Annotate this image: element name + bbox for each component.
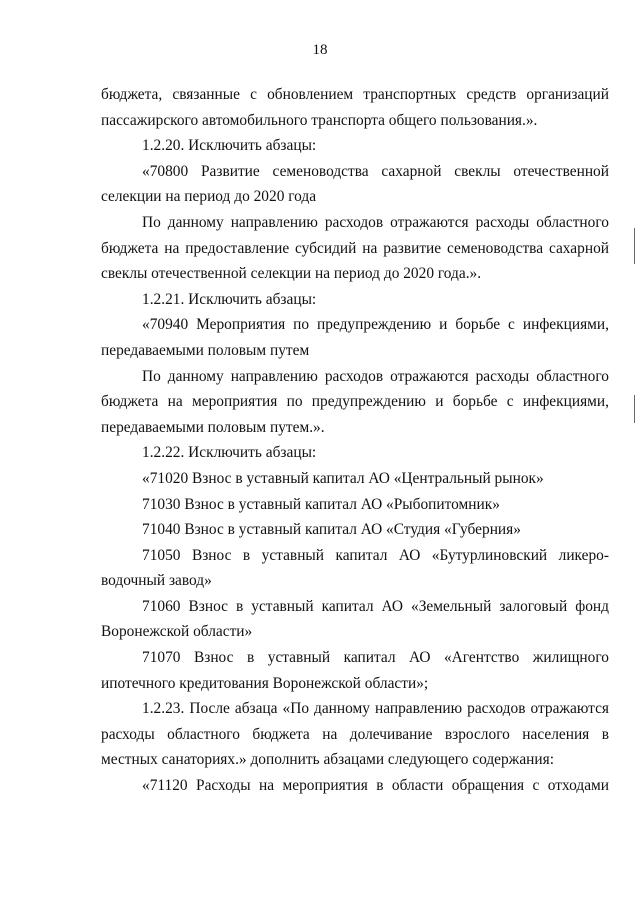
paragraph: «71020 Взнос в уставный капитал АО «Центральный рынок» [142,469,544,487]
paragraph: «71120 Расходы на мероприятия в области обращения с отходами [142,777,609,795]
paragraph: 1.2.20. Исключить абзацы: [142,137,317,155]
page-number: 18 [312,42,328,58]
paragraph: 1.2.23. После абзаца «По данному направлению расходов отражаются расходы областного бюджета на долечивание взрослого населения в местных санаториях.» дополнить абзацами следующего содержания: [101,700,609,769]
paragraph: 71030 Взнос в уставный капитал АО «Рыбопитомник» [142,495,500,513]
paragraph: «70800 Развитие семеноводства сахарной свеклы отечественной селекции на период до 2020 года [101,162,609,206]
paragraph: 71040 Взнос в уставный капитал АО «Студия «Губерния» [142,521,521,539]
document-body [101,82,609,799]
paragraph: По данному направлению расходов отражаются расходы областного бюджета на предоставление субсидий на развитие семеноводства сахарной свеклы отечественной селекции на период до 2020 года.». [101,213,609,283]
paragraph: По данному направлению расходов отражаются расходы областного бюджета на мероприятия по предупреждению и борьбе с инфекциями, передаваемыми половым путем.». [101,367,609,436]
paragraph: «70940 Мероприятия по предупреждению и борьбе с инфекциями, передаваемыми половым путем [101,316,609,359]
paragraph: 1.2.21. Исключить абзацы: [142,290,317,308]
paragraph: 71050 Взнос в уставный капитал АО «Бутурлиновский ликеро-водочный завод» [101,546,609,590]
paragraph: 71060 Взнос в уставный капитал АО «Земельный залоговый фонд Воронежской области» [101,597,609,641]
paragraph: 1.2.22. Исключить абзацы: [142,444,317,462]
scan-edge-mark [634,228,635,264]
paragraph: бюджета, связанные с обновлением транспортных средств организаций пассажирского автомобильного транспорта общего пользования.». [101,86,609,129]
scan-edge-mark [634,395,635,423]
paragraph: 71070 Взнос в уставный капитал АО «Агентство жилищного ипотечного кредитования Воронежской области»; [101,649,609,692]
